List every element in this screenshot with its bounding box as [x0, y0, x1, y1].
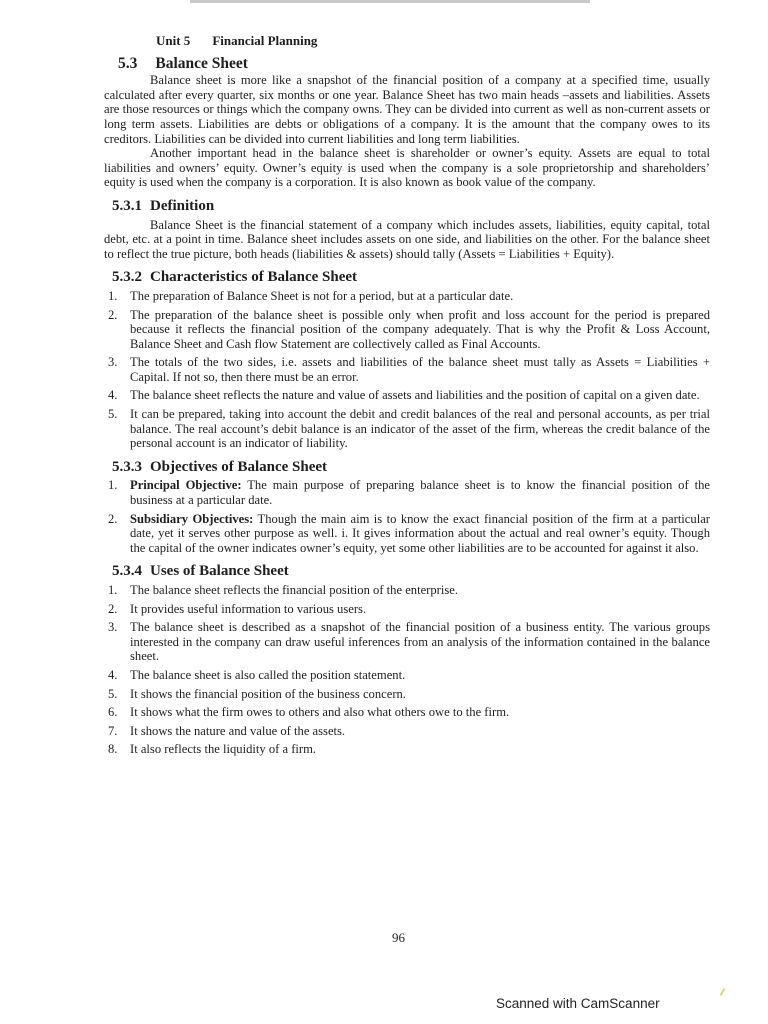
- top-rule: [190, 0, 590, 3]
- uses-heading: [112, 564, 710, 579]
- list-item: 6. It shows what the firm owes to others and also what others owe to the firm.: [108, 705, 510, 720]
- characteristics-heading: [112, 270, 710, 285]
- document-page: [104, 34, 710, 761]
- unit-title: Financial Planning: [212, 33, 318, 48]
- list-item: 7. It shows the nature and value of the assets.: [108, 723, 346, 738]
- list-item: 1. The balance sheet reflects the financial position of the enterprise.: [108, 583, 458, 597]
- scan-mark-icon: [713, 984, 726, 996]
- definition-number: 5.3.1: [112, 197, 142, 214]
- list-item: 2. Subsidiary Objectives: Though the main aim is to know the exact financial position of the firm at a particular date, yet it serves other purpose as well. i. It gives information about the actual and real owner’s equity. Though the capital of the owner indicates owner’s equity, yet some other liabilities are to be accounted for against it also.: [108, 511, 710, 555]
- list-item: 2. It provides useful information to various users.: [108, 601, 367, 616]
- objectives-list: [104, 478, 710, 555]
- list-item: 5. It shows the financial position of the business concern.: [108, 686, 406, 701]
- objectives-number: 5.3.3: [112, 458, 142, 475]
- section-paragraph-2: Another important head in the balance sheet is shareholder or owner’s equity. Assets are equal to total liabilities and owners’ equity. Owner’s equity is used when the company is a sole proprietorship and shareholders’ equity is used when the company is a corporation. It is also known as book value of the company.: [104, 146, 710, 190]
- section-number: 5.3: [118, 54, 138, 72]
- list-item: 5. It can be prepared, taking into account the debit and credit balances of the real and personal accounts, as per trial balance. The real account’s debit balance is an indicator of the asset of the firm, whereas the credit balance of the personal account is an indicator of liability.: [108, 407, 710, 451]
- definition-paragraph: Balance Sheet is the financial statement of a company which includes assets, liabilities, equity capital, total debt, etc. at a point in time. Balance sheet includes assets on one side, and liabilities on the other. For the balance sheet to reflect the true picture, both heads (liabilities & assets) should tally (Assets = Liabilities + Equity).: [104, 217, 710, 261]
- objectives-heading: [112, 460, 710, 475]
- objectives-title: Objectives of Balance Sheet: [150, 458, 328, 475]
- characteristics-list: [104, 289, 710, 451]
- list-item: 8. It also reflects the liquidity of a firm.: [108, 742, 317, 757]
- unit-label: Unit 5: [156, 33, 191, 48]
- uses-title: Uses of Balance Sheet: [150, 563, 289, 580]
- scanner-watermark: Scanned with CamScanner: [496, 996, 660, 1011]
- uses-number: 5.3.4: [112, 563, 142, 580]
- section-heading: [118, 54, 710, 72]
- list-item: 1. Principal Objective: The main purpose of preparing balance sheet is to know the financial position of the business at a particular date.: [108, 478, 710, 508]
- list-item: 3. The balance sheet is described as a snapshot of the financial position of a business entity. The various groups interested in the company can draw useful inferences from an analysis of the information contained in the balance sheet.: [108, 620, 710, 664]
- page-number: 96: [392, 930, 405, 945]
- list-item: 3. The totals of the two sides, i.e. assets and liabilities of the balance sheet must tally as Assets = Liabilities + Capital. If not so, then there must be an error.: [108, 355, 710, 384]
- characteristics-number: 5.3.2: [112, 269, 142, 286]
- unit-header: [156, 34, 710, 49]
- list-item: 1. The preparation of Balance Sheet is not for a period, but at a particular date.: [108, 288, 514, 303]
- section-paragraph-1: Balance sheet is more like a snapshot of the financial position of a company at a specified time, usually calculated after every quarter, six months or one year. Balance Sheet has two main heads –assets and liabilities. Assets are those resources or things which the company owns. They can be divided into current as well as non-current assets or long term assets. Liabilities are debts or obligations of a company. It is the amount that the company owes to its creditors. Liabilities can be divided into current liabilities and long term liabilities.: [104, 73, 710, 146]
- section-title: Balance Sheet: [155, 54, 248, 72]
- definition-title: Definition: [150, 197, 215, 214]
- definition-heading: [112, 199, 710, 214]
- list-item: 2. The preparation of the balance sheet is possible only when profit and loss account for the period is prepared because it reflects the financial position of the company adequately. That is why the Profit & Loss Account, Balance Sheet and Cash flow Statement are collectively called as Final Accounts.: [108, 307, 710, 351]
- list-item: 4. The balance sheet is also called the position statement.: [108, 667, 406, 682]
- list-item: 4. The balance sheet reflects the nature and value of assets and liabilities and the position of capital on a given date.: [108, 388, 700, 403]
- characteristics-title: Characteristics of Balance Sheet: [150, 269, 358, 286]
- uses-list: [104, 583, 710, 757]
